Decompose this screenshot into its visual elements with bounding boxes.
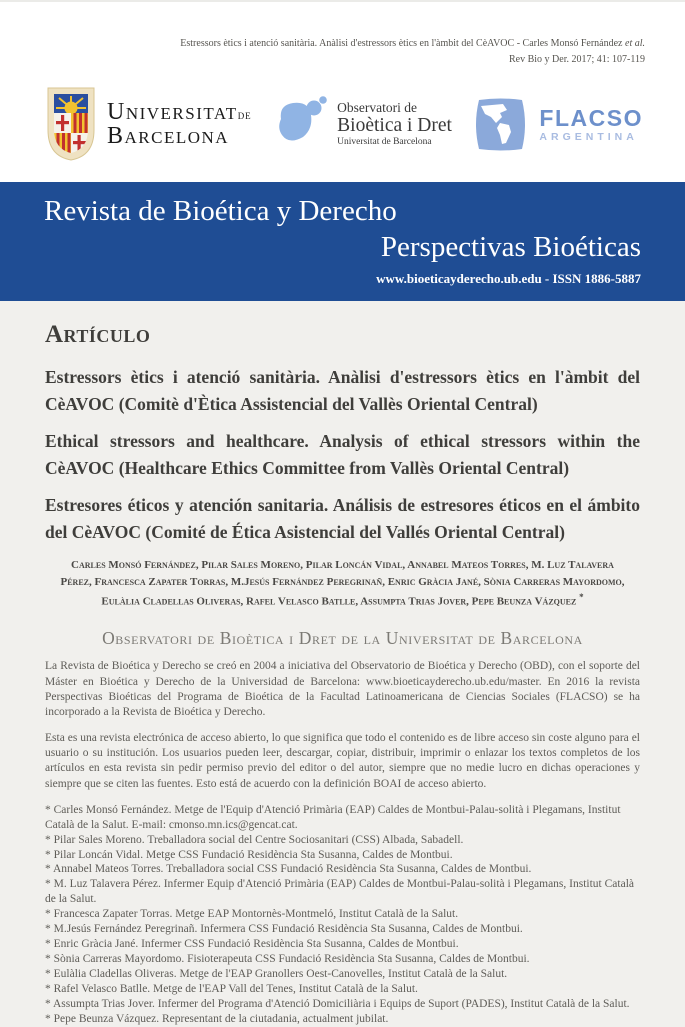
authors-line: Carles Monsó Fernández, Pilar Sales Moreno, Pilar Loncán Vidal, Annabel Mateos Torres, M. Luz Talavera Pérez, Francesca Zapater Torras, M.Jesús Fernández Peregrinañ, Enric Gràcia Jané, Sònia Carreras Mayordomo, Eulàlia Cladellas Oliveras, Rafel Velasco Batlle, Assumpta Trias Jover, Pepe Beunza Vázquez * <box>60 558 625 608</box>
article-content <box>0 301 685 1027</box>
flacso-logo <box>473 97 643 152</box>
footnote-item: * Enric Gràcia Jané. Infermer CSS Fundació Residència Sta Susanna, Caldes de Montbui. <box>45 938 459 951</box>
footnote-item: * Assumpta Trias Jover. Infermer del Programa d'Atenció Domiciliària i Equips de Suport (PADES), Institut Català de la Salut. <box>45 997 630 1010</box>
footnote-item: * Carles Monsó Fernández. Metge de l'Equip d'Atenció Primària (EAP) Caldes de Montbui-Palau-solità i Plegamans, Institut Català de la Salut. E-mail: cmonso.mn.ics@gencat.cat. <box>45 803 621 831</box>
ub-logo <box>46 86 252 162</box>
footnote-item: * Francesca Zapater Torras. Metge EAP Montornès-Montmeló, Institut Català de la Salut. <box>45 908 459 921</box>
footnote-item: * Rafel Velasco Batlle. Metge de l'EAP Vall del Tenes, Institut Català de la Salut. <box>45 982 418 995</box>
article-title-spanish: Estresores éticos y atención sanitaria. Análisis de estresores éticos en el ámbito del CèAVOC (Comité de Ética Asistencial del Vallés Oriental Central) <box>45 495 640 542</box>
journal-subtitle: Perspectivas Bioéticas <box>380 231 641 263</box>
ub-crest-icon <box>46 86 96 162</box>
footnote-item: * Sònia Carreras Mayordomo. Fisioterapeuta CSS Fundació Residència Sta Susanna, Caldes de Montbui. <box>45 953 530 966</box>
footnote-item: * M. Luz Talavera Pérez. Infermer Equip d'Atenció Primària (EAP) Caldes de Montbui-Palau-solità i Plegamans, Institut Català de la Salut. <box>45 878 634 906</box>
section-kicker: Artículo <box>45 321 151 348</box>
journal-banner <box>0 182 685 301</box>
footnote-item: * Annabel Mateos Torres. Treballadora social CSS Fundació Residència Sta Susanna, Caldes de Montbui. <box>45 863 532 876</box>
running-head-line2: Rev Bio y Der. 2017; 41: 107-119 <box>508 54 645 65</box>
logos-row <box>0 68 685 162</box>
obd-section-heading: Observatori de Bioètica i Dret de la Universitat de Barcelona <box>102 628 583 649</box>
footnote-item: * Pilar Sales Moreno. Treballadora social del Centre Sociosanitari (CSS) Albada, Sabadell. <box>45 833 464 846</box>
journal-url-issn: www.bioeticayderecho.ub.edu - ISSN 1886-5887 <box>376 271 641 286</box>
running-head <box>0 2 685 68</box>
footnote-item: * Eulàlia Cladellas Oliveras. Metge de l'EAP Granollers Oest-Canovelles, Institut Català de la Salut. <box>45 968 508 981</box>
journal-title: Revista de Bioética y Derecho <box>44 195 397 227</box>
authors-footnote-mark: * <box>579 591 584 602</box>
journal-description-paragraph: La Revista de Bioética y Derecho se creó en 2004 a iniciativa del Observatorio de Bioética y Derecho (OBD), con el soporte del Máster en Bioética y Derecho de la Universidad de Barcelona: www.bioeticayderecho.ub.edu/master. En 2016 la revista Perspectivas Bioéticas del Programa de Bioética de la Facultad Latinoamericana de Ciencias Sociales (FLACSO) se ha incorporado a la Revista de Bioética y Derecho. <box>45 660 640 718</box>
author-affiliations <box>45 803 640 1027</box>
obd-cell-icon <box>273 95 329 153</box>
footnote-item: * Pepe Beunza Vázquez. Representant de la ciutadania, actualment jubilat. <box>45 1012 389 1025</box>
obd-logo-text: Observatori de Bioètica i Dret Universitat de Barcelona <box>337 100 452 148</box>
ub-logo-text: Universitatde Barcelona <box>107 99 252 149</box>
article-title-catalan: Estressors ètics i atenció sanitària. Anàlisi d'estressors ètics en l'àmbit del CèAVOC (Comitè d'Ètica Assistencial del Vallès Oriental Central) <box>45 367 640 414</box>
flacso-americas-icon <box>473 97 528 152</box>
article-title-english: Ethical stressors and healthcare. Analysis of ethical stressors within the CèAVOC (Healthcare Ethics Committee from Vallès Oriental Central) <box>45 431 640 478</box>
footnote-item: * M.Jesús Fernández Peregrinañ. Infermera CSS Fundació Residència Sta Susanna, Caldes de Montbui. <box>45 923 523 936</box>
obd-logo <box>273 95 452 153</box>
running-head-etal: et al. <box>625 38 645 49</box>
open-access-paragraph: Esta es una revista electrónica de acceso abierto, lo que significa que todo el contenido es de libre acceso sin coste alguno para el usuario o su institución. Los usuarios pueden leer, descargar, copiar, distribuir, imprimir o enlazar los textos completos de los artículos en esta revista sin pedir permiso previo del editor o del autor, siempre que no medie lucro en dichas operaciones y siempre que se citen las fuentes. Esto está de acuerdo con la definición BOAI de acceso abierto. <box>45 732 640 790</box>
running-head-line1: Estressors ètics i atenció sanitària. Anàlisi d'estressors ètics en l'àmbit del CèAVOC - Carles Monsó Fernández et al. <box>180 38 645 49</box>
flacso-logo-text: FLACSO ARGENTINA <box>539 104 643 144</box>
footnote-item: * Pilar Loncán Vidal. Metge CSS Fundació Residència Sta Susanna, Caldes de Montbui. <box>45 848 453 861</box>
